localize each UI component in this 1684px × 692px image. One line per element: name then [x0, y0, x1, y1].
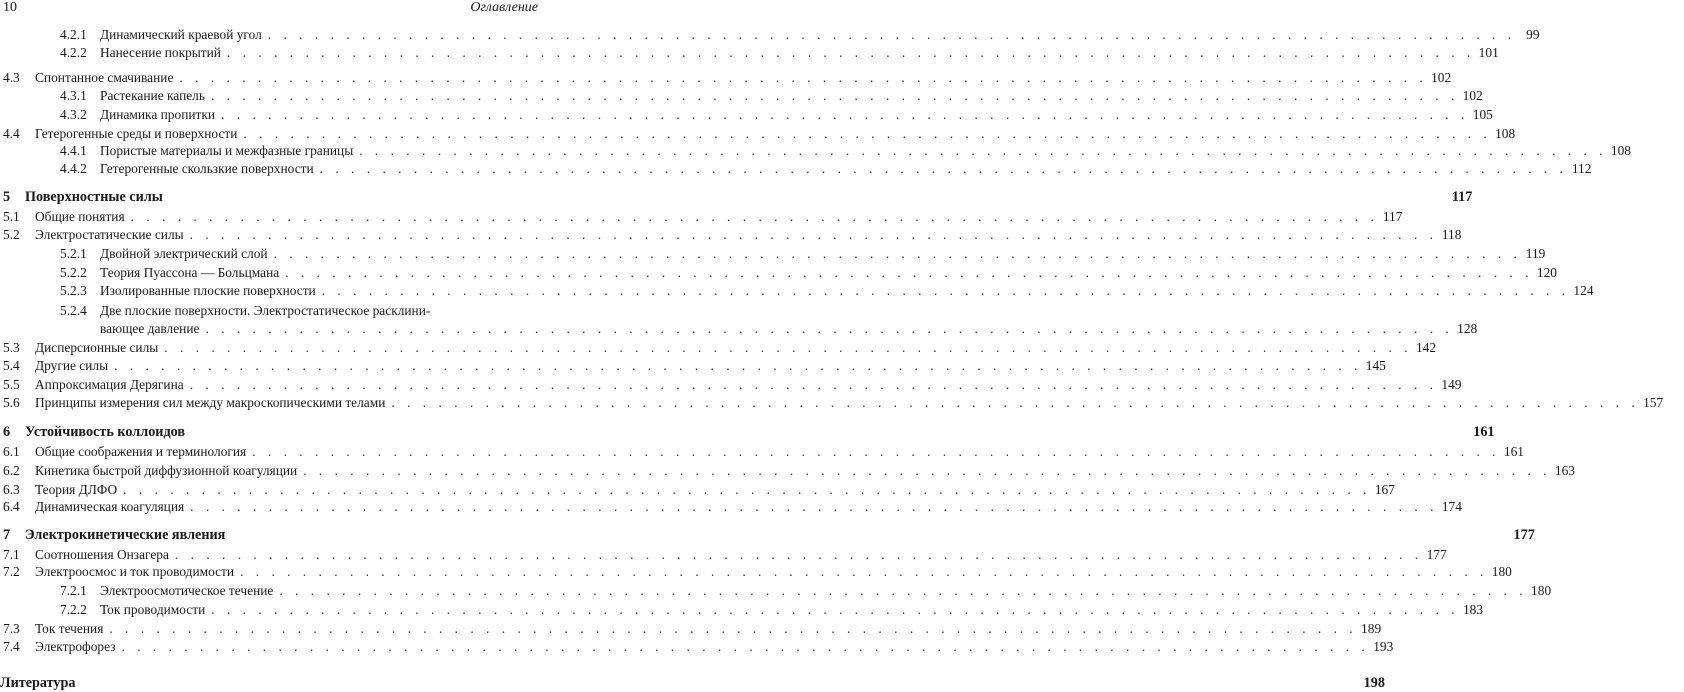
- entry-number: 4.2.2: [60, 45, 87, 60]
- dot-leader: . . . . . . . . . . . . . . . . . . . . . . . . . . . . . . . . . . . . . . . . . . . . . . . . . . . . . . . . . . . . . . . . . . . . . . . . . . . . . . . .: [205, 321, 1454, 336]
- entry-number: 4.3: [3, 70, 20, 85]
- entry-number: 7: [3, 527, 11, 543]
- entry-page-number: 112: [1571, 161, 1592, 176]
- entry-title: Динамический краевой угол: [100, 27, 262, 42]
- entry-number: 6.1: [3, 444, 20, 459]
- entry-title: Гетерогенные среды и поверхности: [35, 126, 238, 141]
- entry-page-number: 157: [1643, 395, 1664, 410]
- dot-leader: . . . . . . . . . . . . . . . . . . . . . . . . . . . . . . . . . . . . . . . . . . . . . . . . . . . . . . . . . . . . . . . . . . . . . . . . . . . . . . . .: [359, 143, 1607, 158]
- entry-page-number: 193: [1373, 639, 1394, 654]
- toc-entry[interactable]: [3, 209, 1403, 226]
- entry-page-number: 101: [1478, 45, 1499, 60]
- dot-leader: . . . . . . . . . . . . . . . . . . . . . . . . . . . . . . . . . . . . . . . . . . . . . . . . . . . . . . . . . . . . . . . . . . . . . . . . . . . . . . . .: [174, 547, 1423, 562]
- entry-page-number: 180: [1531, 583, 1552, 598]
- entry-page-number: 177: [1513, 527, 1535, 543]
- entry-number: 4.3.1: [60, 88, 87, 103]
- toc-entry[interactable]: [60, 321, 1478, 338]
- entry-page-number: 177: [1426, 547, 1447, 562]
- dot-leader: . . . . . . . . . . . . . . . . . . . . . . . . . . . . . . . . . . . . . . . . . . . . . . . . . . . . . . . . . . . . . . . . . . . . . . . . . . . . . . . .: [210, 88, 1459, 103]
- entry-number: 5: [3, 189, 11, 205]
- page-header: [3, 0, 538, 20]
- dot-leader: . . . . . . . . . . . . . . . . . . . . . . . . . . . . . . . . . . . . . . . . . . . . . . . . . . . . . . . . . . . . . . . . . . . . . . . . . . . . . . . .: [189, 227, 1438, 242]
- entry-number: 7.2: [3, 564, 20, 579]
- entry-number: 5.1: [3, 209, 20, 224]
- entry-number: 6: [3, 424, 11, 440]
- dot-leader: . . . . . . . . . . . . . . . . . . . . . . . . . . . . . . . . . . . . . . . . . . . . . . . . . . . . . . . . . . . . . . . . . . . . . . . . . . . . . . . .: [114, 358, 1362, 373]
- dot-leader: . . . . . . . . . . . . . . . . . . . . . . . . . . . . . . . . . . . . . . . . . . . . . . . . . . . . . . . . . . . . . . . . . . . . . . . . . . . . . . . .: [285, 265, 1533, 280]
- toc-entry[interactable]: [3, 621, 1382, 638]
- entry-title: Гетерогенные скользкие поверхности: [100, 161, 314, 176]
- dot-leader: . . . . . . . . . . . . . . . . . . . . . . . . . . . . . . . . . . . . . . . . . . . . . . . . . . . . . . . . . . . . . . . . . . . . . . . . . . . . . . . .: [121, 639, 1370, 654]
- entry-number: 5.2.1: [60, 246, 87, 261]
- entry-page-number: 108: [1495, 126, 1516, 141]
- entry-number: 5.2.4: [60, 303, 87, 318]
- dot-leader: . . . . . . . . . . . . . . . . . . . . . . . . . . . . . . . . . . . . . . . . . . . . . . . . . . . . . . . . . . . . . . . . . . . . . . . . . . . . . . . .: [190, 499, 1438, 514]
- entry-page-number: 108: [1610, 143, 1631, 158]
- entry-title: Нанесение покрытий: [100, 45, 221, 60]
- entry-title: Кинетика быстрой диффузионной коагуляции: [35, 463, 298, 478]
- dot-leader: . . . . . . . . . . . . . . . . . . . . . . . . . . . . . . . . . . . . . . . . . . . . . . . . . . . . . . . . . . . . . . . . . . . . . . . . . . . . . . . .: [130, 209, 1379, 224]
- entry-title: Общие понятия: [35, 209, 125, 224]
- entry-page-number: 119: [1525, 246, 1546, 261]
- toc-entry[interactable]: [60, 27, 1540, 44]
- dot-leader: . . . . . . . . . . . . . . . . . . . . . . . . . . . . . . . . . . . . . . . . . . . . . . . . . . . . . . . . . . . . . . . . . . . . . . . . . . . . . . . .: [391, 395, 1640, 410]
- entry-number: 4.4: [3, 126, 20, 141]
- entry-number: 4.2.1: [60, 27, 87, 42]
- dot-leader: . . . . . . . . . . . . . . . . . . . . . . . . . . . . . . . . . . . . . . . . . . . . . . . . . . . . . . . . . . . . . . . . . . . . . . . . . . . . . . . .: [319, 161, 1568, 176]
- entry-number: 6.2: [3, 463, 20, 478]
- toc-entry[interactable]: [3, 70, 1452, 87]
- entry-number: 5.2: [3, 227, 20, 242]
- entry-number: 5.4: [3, 358, 20, 373]
- toc-entry[interactable]: [3, 639, 1394, 656]
- entry-number: 7.1: [3, 547, 20, 562]
- entry-number: 4.3.2: [60, 107, 87, 122]
- entry-title: Две плоские поверхности. Электростатическое расклини-: [100, 303, 431, 318]
- toc-entry[interactable]: [3, 547, 1447, 564]
- dot-leader: . . . . . . . . . . . . . . . . . . . . . . . . . . . . . . . . . . . . . . . . . . . . . . . . . . . . . . . . . . . . . . . . . . . . . . . . . . . . . . . .: [123, 482, 1371, 497]
- entry-number: 4.4.1: [60, 143, 87, 158]
- entry-number: 5.3: [3, 340, 20, 355]
- entry-title: Ток течения: [35, 621, 104, 636]
- toc-entry[interactable]: [60, 303, 538, 320]
- toc-entry[interactable]: [3, 463, 1575, 480]
- entry-page-number: 142: [1415, 340, 1437, 355]
- entry-title: Электрокинетические явления: [25, 527, 226, 543]
- entry-number: 7.3: [3, 621, 20, 636]
- dot-leader: . . . . . . . . . . . . . . . . . . . . . . . . . . . . . . . . . . . . . . . . . . . . . . . . . . . . . . . . . . . . . . . . . . . . . . . . . . . . . . . .: [164, 340, 1413, 355]
- dot-leader: . . . . . . . . . . . . . . . . . . . . . . . . . . . . . . . . . . . . . . . . . . . . . . . . . . . . . . . . . . . . . . . . . . . . . . . . . . . . . . . .: [321, 283, 1570, 298]
- entry-page-number: 117: [1382, 209, 1403, 224]
- entry-title: Общие соображения и терминология: [35, 444, 247, 459]
- entry-title: Изолированные плоские поверхности: [100, 283, 316, 298]
- entry-title: Устойчивость коллоидов: [25, 424, 186, 440]
- toc-entry[interactable]: [60, 161, 1592, 178]
- entry-page-number: 102: [1462, 88, 1483, 103]
- entry-title: Электростатические силы: [35, 227, 184, 242]
- entry-title: Электроосмос и ток проводимости: [35, 564, 235, 579]
- toc-entry[interactable]: [3, 444, 1524, 461]
- toc-entry[interactable]: [3, 499, 1462, 516]
- entry-title: Электроосмотическое течение: [100, 583, 274, 598]
- entry-title: Соотношения Онзагера: [35, 547, 169, 562]
- dot-leader: . . . . . . . . . . . . . . . . . . . . . . . . . . . . . . . . . . . . . . . . . . . . . . . . . . . . . . . . . . . . . . . . . . . . . . . . . . . . . . . .: [273, 246, 1522, 261]
- dot-leader: . . . . . . . . . . . . . . . . . . . . . . . . . . . . . . . . . . . . . . . . . . . . . . . . . . . . . . . . . . . . . . . . . . . . . . . . . . . . . . . .: [252, 444, 1500, 459]
- entry-title: вающее давление: [100, 321, 200, 336]
- entry-number: 5.2.3: [60, 283, 87, 298]
- toc-entry[interactable]: [3, 377, 1462, 394]
- entry-number: 7.4: [3, 639, 20, 654]
- toc-entry[interactable]: [3, 340, 1437, 357]
- entry-page-number: 174: [1441, 499, 1462, 514]
- entry-page-number: 105: [1472, 107, 1493, 122]
- toc-entry[interactable]: [3, 395, 1664, 412]
- entry-title: Пористые материалы и межфазные границы: [100, 143, 354, 158]
- entry-page-number: 117: [1451, 189, 1473, 205]
- toc-chapter-entry[interactable]: [3, 527, 1535, 544]
- toc-entry[interactable]: [60, 265, 1557, 282]
- toc-entry[interactable]: [60, 583, 1552, 600]
- entry-title: Аппроксимация Дерягина: [35, 377, 184, 392]
- entry-page-number: 183: [1462, 602, 1484, 617]
- entry-number: 5.6: [3, 395, 20, 410]
- entry-page-number: 145: [1365, 358, 1386, 373]
- entry-page-number: 198: [1363, 675, 1385, 691]
- dot-leader: . . . . . . . . . . . . . . . . . . . . . . . . . . . . . . . . . . . . . . . . . . . . . . . . . . . . . . . . . . . . . . . . . . . . . . . . . . . . . . . .: [189, 377, 1438, 392]
- entry-page-number: 180: [1491, 564, 1512, 579]
- toc-entry[interactable]: [3, 482, 1395, 499]
- entry-title: Динамика пропитки: [100, 107, 216, 122]
- entry-page-number: 149: [1441, 377, 1462, 392]
- toc-entry[interactable]: [60, 246, 1546, 263]
- dot-leader: . . . . . . . . . . . . . . . . . . . . . . . . . . . . . . . . . . . . . . . . . . . . . . . . . . . . . . . . . . . . . . . . . . . . . . . . . . . . . . . .: [221, 107, 1469, 122]
- toc-entry[interactable]: [3, 227, 1462, 244]
- entry-number: 6.3: [3, 482, 20, 497]
- entry-title: Ток проводимости: [100, 602, 206, 617]
- entry-title: Дисперсионные силы: [35, 340, 159, 355]
- entry-title: Поверхностные силы: [25, 189, 163, 205]
- toc-entry[interactable]: [60, 283, 1594, 300]
- toc-entry[interactable]: [3, 358, 1386, 375]
- entry-page-number: 189: [1361, 621, 1382, 636]
- running-title: Оглавление: [470, 0, 538, 15]
- entry-title: Теория ДЛФО: [35, 482, 118, 497]
- entry-number: 4.4.2: [60, 161, 87, 176]
- dot-leader: . . . . . . . . . . . . . . . . . . . . . . . . . . . . . . . . . . . . . . . . . . . . . . . . . . . . . . . . . . . . . . . . . . . . . . . . . . . . . . . .: [240, 564, 1488, 579]
- toc-chapter-entry[interactable]: [3, 424, 1495, 441]
- dot-leader: . . . . . . . . . . . . . . . . . . . . . . . . . . . . . . . . . . . . . . . . . . . . . . . . . . . . . . . . . . . . . . . . . . . . . . . . . . . . . . . .: [211, 602, 1460, 617]
- entry-title: Теория Пуассона — Больцмана: [100, 265, 280, 280]
- entry-page-number: 128: [1457, 321, 1478, 336]
- dot-leader: . . . . . . . . . . . . . . . . . . . . . . . . . . . . . . . . . . . . . . . . . . . . . . . . . . . . . . . . . . . . . . . . . . . . . . . . . . . . . . . .: [179, 70, 1428, 85]
- toc-entry[interactable]: [60, 107, 1493, 124]
- entry-page-number: 120: [1536, 265, 1557, 280]
- toc-entry[interactable]: [60, 143, 1631, 160]
- entry-title: Двойной электрический слой: [100, 246, 268, 261]
- entry-page-number: 163: [1554, 463, 1575, 478]
- entry-title: Динамическая коагуляция: [35, 499, 185, 514]
- entry-number: 5.5: [3, 377, 20, 392]
- entry-title: Принципы измерения сил между макроскопическими телами: [35, 395, 386, 410]
- dot-leader: . . . . . . . . . . . . . . . . . . . . . . . . . . . . . . . . . . . . . . . . . . . . . . . . . . . . . . . . . . . . . . . . . . . . . . . . . . . . . . . .: [243, 126, 1492, 141]
- entry-page-number: 161: [1473, 424, 1495, 440]
- toc-chapter-entry[interactable]: [0, 675, 1385, 692]
- entry-title: Спонтанное смачивание: [35, 70, 174, 85]
- entry-page-number: 99: [1526, 27, 1540, 42]
- dot-leader: . . . . . . . . . . . . . . . . . . . . . . . . . . . . . . . . . . . . . . . . . . . . . . . . . . . . . . . . . . . . . . . . . . . . . . . . . . . . . . . .: [267, 27, 1516, 42]
- toc-chapter-entry[interactable]: [3, 189, 1473, 206]
- entry-page-number: 167: [1374, 482, 1395, 497]
- entry-number: 7.2.1: [60, 583, 87, 598]
- toc-entry[interactable]: [60, 45, 1499, 62]
- entry-title: Электрофорез: [35, 639, 116, 654]
- entry-page-number: 118: [1441, 227, 1462, 242]
- entry-page-number: 161: [1503, 444, 1524, 459]
- toc-entry[interactable]: [60, 602, 1484, 619]
- dot-leader: . . . . . . . . . . . . . . . . . . . . . . . . . . . . . . . . . . . . . . . . . . . . . . . . . . . . . . . . . . . . . . . . . . . . . . . . . . . . . . . .: [303, 463, 1551, 478]
- toc-entry[interactable]: [3, 126, 1516, 143]
- entry-title: Растекание капель: [100, 88, 205, 103]
- page-number: 10: [3, 0, 17, 15]
- entry-title: Литература: [0, 675, 76, 691]
- dot-leader: . . . . . . . . . . . . . . . . . . . . . . . . . . . . . . . . . . . . . . . . . . . . . . . . . . . . . . . . . . . . . . . . . . . . . . . . . . . . . . . .: [226, 45, 1475, 60]
- entry-number: 7.2.2: [60, 602, 87, 617]
- entry-number: 5.2.2: [60, 265, 87, 280]
- entry-number: 6.4: [3, 499, 20, 514]
- toc-entry[interactable]: [60, 88, 1483, 105]
- toc-entry[interactable]: [3, 564, 1512, 581]
- entry-title: Другие силы: [35, 358, 109, 373]
- dot-leader: . . . . . . . . . . . . . . . . . . . . . . . . . . . . . . . . . . . . . . . . . . . . . . . . . . . . . . . . . . . . . . . . . . . . . . . . . . . . . . . .: [109, 621, 1358, 636]
- dot-leader: . . . . . . . . . . . . . . . . . . . . . . . . . . . . . . . . . . . . . . . . . . . . . . . . . . . . . . . . . . . . . . . . . . . . . . . . . . . . . . . .: [279, 583, 1528, 598]
- entry-page-number: 102: [1431, 70, 1452, 85]
- entry-page-number: 124: [1573, 283, 1594, 298]
